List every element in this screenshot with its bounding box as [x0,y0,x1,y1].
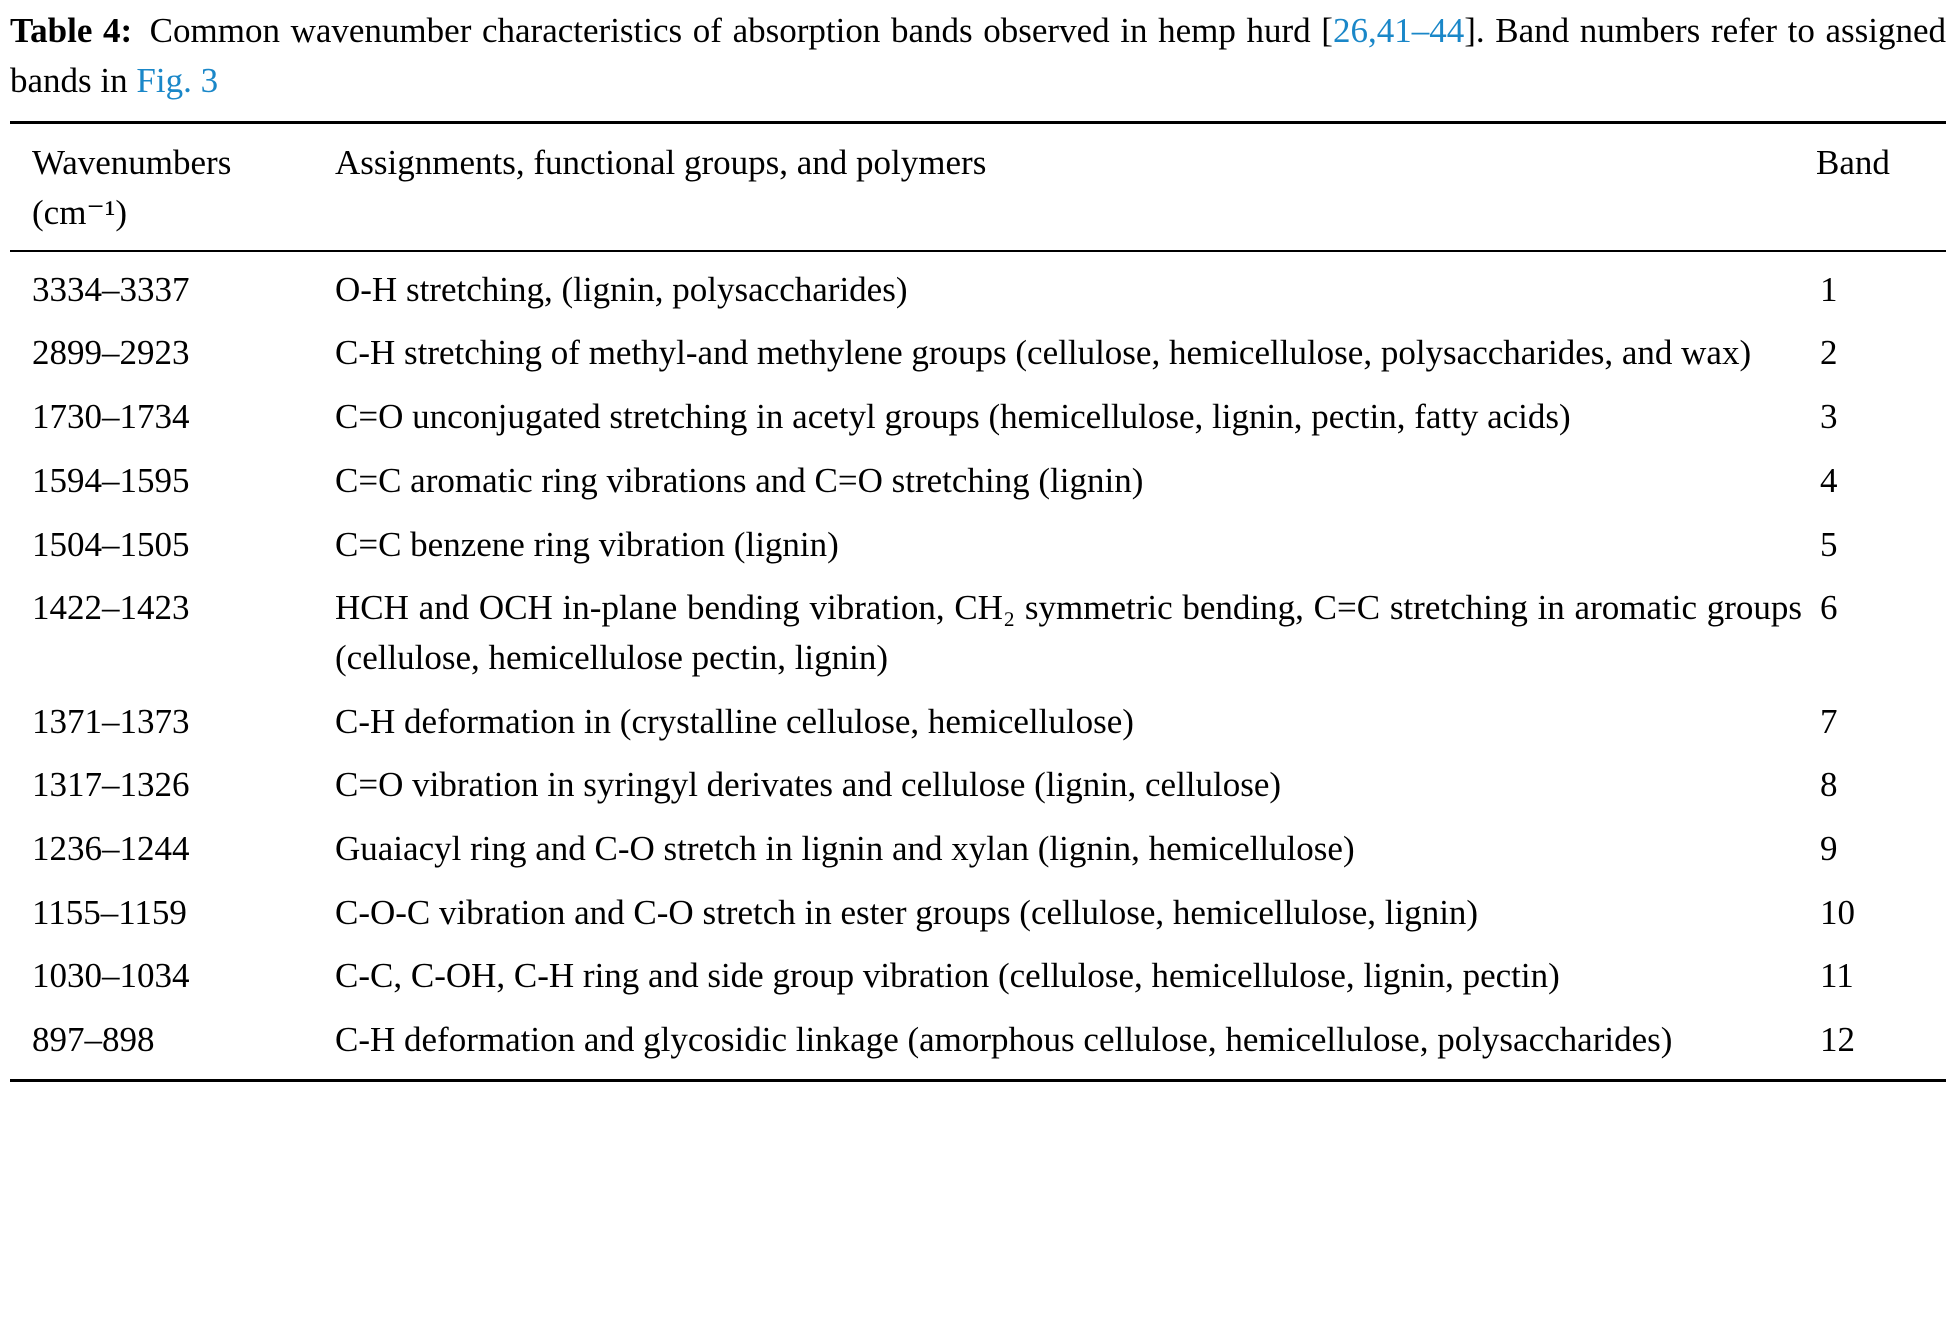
table-header [10,123,1946,251]
table-caption-label: Table 4: [10,11,133,50]
table-body [10,251,1946,1080]
wavenumber-cell: 3334–3337 [32,269,190,309]
table-row [10,817,1946,881]
table-row [10,944,1946,1008]
figure-link[interactable]: Fig. 3 [136,60,219,100]
header-wavenumbers [10,123,335,251]
table-row [10,321,1946,385]
wavenumber-cell: 1422–1423 [32,588,190,628]
assignment-cell: HCH and OCH in-plane bending vibration, CH₂ symmetric bending, C=C stretching in aromatic groups (cellulose, hemicellulose pectin, lignin) [335,588,1802,677]
wavenumber-cell: 1236–1244 [32,828,190,868]
header-wavenumbers-line1: Wavenumbers [32,143,232,183]
wavenumber-cell: 1504–1505 [32,524,190,564]
table-row [10,449,1946,513]
band-cell: 12 [1820,1020,1855,1059]
table-row [10,1008,1946,1080]
wavenumber-cell: 2899–2923 [32,333,190,373]
table-header-row [10,123,1946,251]
table-row [10,513,1946,577]
wavenumber-cell: 1594–1595 [32,460,190,500]
assignment-cell: C-O-C vibration and C-O stretch in ester groups (cellulose, hemicellulose, lignin) [335,892,1479,932]
band-cell: 1 [1820,269,1838,309]
assignment-cell: Guaiacyl ring and C-O stretch in lignin and xylan (lignin, hemicellulose) [335,828,1355,868]
assignment-cell: C=C aromatic ring vibrations and C=O stretching (lignin) [335,460,1144,500]
assignment-cell: C-H deformation in (crystalline cellulose, hemicellulose) [335,701,1134,741]
wavenumber-table [10,121,1946,1081]
assignment-cell: C=O unconjugated stretching in acetyl groups (hemicellulose, lignin, pectin, fatty acids) [335,397,1571,437]
band-cell: 4 [1820,460,1838,500]
band-cell: 9 [1820,828,1838,868]
table-row [10,690,1946,754]
table-row [10,385,1946,449]
table-caption-line2: Band numbers refer to assigned bands in [10,11,1947,100]
band-cell: 11 [1820,956,1854,996]
table-row [10,881,1946,945]
header-wavenumbers-line2: (cm⁻¹) [32,193,128,233]
wavenumber-cell: 1317–1326 [32,765,190,805]
assignment-cell: C-C, C-OH, C-H ring and side group vibration (cellulose, hemicellulose, lignin, pectin) [335,956,1560,996]
assignment-cell: C-H deformation and glycosidic linkage (amorphous cellulose, hemicellulose, polysaccharides) [335,1020,1673,1059]
header-band: Band [1816,123,1946,251]
wavenumber-cell: 1155–1159 [32,892,187,932]
wavenumber-cell: 1730–1734 [32,397,190,437]
citation-link[interactable]: 26,41–44 [1332,11,1465,50]
wavenumber-cell: 1030–1034 [32,956,190,996]
table-caption-text: Common wavenumber characteristics of absorption bands observed in hemp hurd [132,11,1322,50]
table-row [10,251,1946,322]
assignment-cell: C=O vibration in syringyl derivates and cellulose (lignin, cellulose) [335,765,1282,805]
table-row [10,753,1946,817]
assignment-cell: O-H stretching, (lignin, polysaccharides) [335,269,908,309]
band-cell: 6 [1820,588,1838,628]
band-cell: 5 [1820,524,1838,564]
band-cell: 7 [1820,701,1838,741]
band-cell: 2 [1820,333,1838,373]
assignment-cell: C-H stretching of methyl-and methylene groups (cellulose, hemicellulose, polysaccharides, and wax) [335,333,1752,373]
header-assignments: Assignments, functional groups, and polymers [335,123,1816,251]
citation-bracket-close: ]. [1464,11,1485,50]
wavenumber-cell: 1371–1373 [32,701,190,741]
table-caption [10,6,1946,105]
citation-bracket-open: [ [1321,11,1333,50]
band-cell: 8 [1820,765,1838,805]
wavenumber-cell: 897–898 [32,1020,155,1059]
band-cell: 10 [1820,892,1855,932]
assignment-cell: C=C benzene ring vibration (lignin) [335,524,839,564]
table-row [10,576,1946,689]
band-cell: 3 [1820,397,1838,437]
